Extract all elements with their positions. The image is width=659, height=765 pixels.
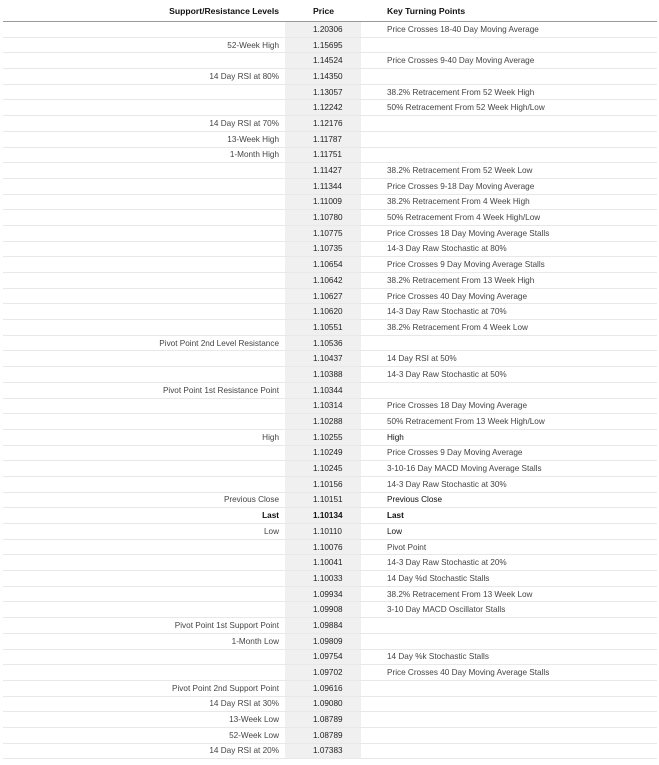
level-cell — [3, 539, 285, 555]
price-cell: 1.10156 — [285, 476, 361, 492]
level-cell — [3, 445, 285, 461]
table-row — [3, 163, 657, 179]
level-cell — [3, 398, 285, 414]
table-row — [3, 382, 657, 398]
level-cell — [3, 304, 285, 320]
turning-point-cell: 3-10 Day MACD Oscillator Stalls — [361, 602, 657, 618]
turning-point-cell: 38.2% Retracement From 4 Week High — [361, 194, 657, 210]
header-levels: Support/Resistance Levels — [3, 0, 285, 22]
level-cell: Pivot Point 2nd Support Point — [3, 680, 285, 696]
level-cell — [3, 22, 285, 38]
table-row — [3, 69, 657, 85]
price-cell: 1.09702 — [285, 665, 361, 681]
level-cell — [3, 288, 285, 304]
price-cell: 1.10536 — [285, 335, 361, 351]
turning-point-cell — [361, 382, 657, 398]
table-row — [3, 524, 657, 540]
price-cell: 1.09616 — [285, 680, 361, 696]
table-row — [3, 288, 657, 304]
table-row — [3, 743, 657, 759]
level-cell — [3, 273, 285, 289]
price-cell: 1.10314 — [285, 398, 361, 414]
level-cell — [3, 571, 285, 587]
price-cell: 1.07383 — [285, 743, 361, 759]
turning-point-cell: Pivot Point — [361, 539, 657, 555]
level-cell — [3, 461, 285, 477]
price-cell: 1.13057 — [285, 84, 361, 100]
level-cell — [3, 476, 285, 492]
turning-point-cell — [361, 633, 657, 649]
price-cell: 1.14524 — [285, 53, 361, 69]
price-cell: 1.11751 — [285, 147, 361, 163]
price-cell: 1.10110 — [285, 524, 361, 540]
turning-point-cell: 3-10-16 Day MACD Moving Average Stalls — [361, 461, 657, 477]
price-cell: 1.10551 — [285, 320, 361, 336]
level-cell — [3, 414, 285, 430]
level-cell: 1-Month Low — [3, 633, 285, 649]
level-cell: 14 Day RSI at 70% — [3, 116, 285, 132]
support-resistance-table — [3, 0, 657, 759]
turning-point-cell — [361, 743, 657, 759]
turning-point-cell: Price Crosses 40 Day Moving Average — [361, 288, 657, 304]
table-row — [3, 508, 657, 524]
table-row — [3, 712, 657, 728]
turning-point-cell — [361, 116, 657, 132]
table-row — [3, 367, 657, 383]
table-row — [3, 37, 657, 53]
turning-point-cell: Price Crosses 9-40 Day Moving Average — [361, 53, 657, 69]
price-cell: 1.10627 — [285, 288, 361, 304]
price-cell: 1.10076 — [285, 539, 361, 555]
turning-point-cell: 14-3 Day Raw Stochastic at 30% — [361, 476, 657, 492]
price-cell: 1.12176 — [285, 116, 361, 132]
level-cell — [3, 241, 285, 257]
level-cell — [3, 586, 285, 602]
level-cell: 1-Month High — [3, 147, 285, 163]
turning-point-cell: Last — [361, 508, 657, 524]
level-cell — [3, 100, 285, 116]
turning-point-cell: 38.2% Retracement From 13 Week Low — [361, 586, 657, 602]
level-cell: 52-Week High — [3, 37, 285, 53]
table-row — [3, 492, 657, 508]
turning-point-cell: Price Crosses 18-40 Day Moving Average — [361, 22, 657, 38]
level-cell: 14 Day RSI at 20% — [3, 743, 285, 759]
price-cell: 1.14350 — [285, 69, 361, 85]
level-cell: Pivot Point 1st Resistance Point — [3, 382, 285, 398]
price-cell: 1.10388 — [285, 367, 361, 383]
turning-point-cell: 38.2% Retracement From 52 Week High — [361, 84, 657, 100]
level-cell — [3, 53, 285, 69]
level-cell: 52-Week Low — [3, 727, 285, 743]
table-row — [3, 147, 657, 163]
price-cell: 1.08789 — [285, 712, 361, 728]
turning-point-cell: Previous Close — [361, 492, 657, 508]
turning-point-cell — [361, 727, 657, 743]
turning-point-cell — [361, 69, 657, 85]
table-row — [3, 649, 657, 665]
turning-point-cell: 14-3 Day Raw Stochastic at 20% — [361, 555, 657, 571]
price-cell: 1.15695 — [285, 37, 361, 53]
price-cell: 1.10151 — [285, 492, 361, 508]
table-row — [3, 665, 657, 681]
level-cell — [3, 163, 285, 179]
table-row — [3, 539, 657, 555]
price-cell: 1.10033 — [285, 571, 361, 587]
price-cell: 1.10041 — [285, 555, 361, 571]
turning-point-cell: Price Crosses 9 Day Moving Average Stalls — [361, 257, 657, 273]
level-cell: Pivot Point 1st Support Point — [3, 618, 285, 634]
table-row — [3, 194, 657, 210]
turning-point-cell: Price Crosses 18 Day Moving Average Stalls — [361, 225, 657, 241]
level-cell: Pivot Point 2nd Level Resistance — [3, 335, 285, 351]
table-row — [3, 304, 657, 320]
table-row — [3, 225, 657, 241]
table-row — [3, 476, 657, 492]
level-cell: 13-Week Low — [3, 712, 285, 728]
turning-point-cell: 14-3 Day Raw Stochastic at 70% — [361, 304, 657, 320]
price-cell: 1.10255 — [285, 429, 361, 445]
header-row — [3, 0, 657, 22]
turning-point-cell — [361, 696, 657, 712]
price-cell: 1.09884 — [285, 618, 361, 634]
table-row — [3, 84, 657, 100]
level-cell: Previous Close — [3, 492, 285, 508]
turning-point-cell: 38.2% Retracement From 13 Week High — [361, 273, 657, 289]
price-cell: 1.10288 — [285, 414, 361, 430]
level-cell — [3, 351, 285, 367]
turning-point-cell: Price Crosses 18 Day Moving Average — [361, 398, 657, 414]
level-cell — [3, 84, 285, 100]
level-cell: 13-Week High — [3, 131, 285, 147]
table-row — [3, 178, 657, 194]
turning-point-cell: High — [361, 429, 657, 445]
turning-point-cell — [361, 131, 657, 147]
price-cell: 1.09080 — [285, 696, 361, 712]
table-row — [3, 618, 657, 634]
table-row — [3, 414, 657, 430]
price-cell: 1.10654 — [285, 257, 361, 273]
turning-point-cell — [361, 712, 657, 728]
table-row — [3, 257, 657, 273]
level-cell — [3, 665, 285, 681]
turning-point-cell: 50% Retracement From 13 Week High/Low — [361, 414, 657, 430]
price-cell: 1.11427 — [285, 163, 361, 179]
turning-point-cell — [361, 147, 657, 163]
turning-point-cell: 14-3 Day Raw Stochastic at 80% — [361, 241, 657, 257]
price-cell: 1.11787 — [285, 131, 361, 147]
level-cell — [3, 210, 285, 226]
table-row — [3, 241, 657, 257]
price-cell: 1.09754 — [285, 649, 361, 665]
table-row — [3, 320, 657, 336]
table-row — [3, 571, 657, 587]
table-row — [3, 116, 657, 132]
price-cell: 1.10735 — [285, 241, 361, 257]
turning-point-cell — [361, 335, 657, 351]
header-price: Price — [285, 0, 361, 22]
level-cell: Last — [3, 508, 285, 524]
price-cell: 1.08789 — [285, 727, 361, 743]
price-cell: 1.10344 — [285, 382, 361, 398]
level-cell: 14 Day RSI at 80% — [3, 69, 285, 85]
table-row — [3, 273, 657, 289]
table-row — [3, 131, 657, 147]
level-cell: 14 Day RSI at 30% — [3, 696, 285, 712]
table-row — [3, 100, 657, 116]
level-cell: Low — [3, 524, 285, 540]
price-cell: 1.11009 — [285, 194, 361, 210]
table-row — [3, 602, 657, 618]
table-row — [3, 555, 657, 571]
turning-point-cell — [361, 618, 657, 634]
turning-point-cell: 14-3 Day Raw Stochastic at 50% — [361, 367, 657, 383]
table-row — [3, 633, 657, 649]
turning-point-cell: Low — [361, 524, 657, 540]
level-cell — [3, 555, 285, 571]
turning-point-cell: 14 Day %d Stochastic Stalls — [361, 571, 657, 587]
price-cell: 1.09934 — [285, 586, 361, 602]
price-cell: 1.09908 — [285, 602, 361, 618]
table-row — [3, 398, 657, 414]
table-row — [3, 335, 657, 351]
level-cell — [3, 225, 285, 241]
level-cell — [3, 602, 285, 618]
turning-point-cell: Price Crosses 9 Day Moving Average — [361, 445, 657, 461]
header-points: Key Turning Points — [361, 0, 657, 22]
price-cell: 1.20306 — [285, 22, 361, 38]
turning-point-cell: 38.2% Retracement From 52 Week Low — [361, 163, 657, 179]
table-row — [3, 696, 657, 712]
turning-point-cell — [361, 37, 657, 53]
price-cell: 1.10775 — [285, 225, 361, 241]
level-cell: High — [3, 429, 285, 445]
price-cell: 1.10245 — [285, 461, 361, 477]
turning-point-cell: 14 Day %k Stochastic Stalls — [361, 649, 657, 665]
price-cell: 1.10642 — [285, 273, 361, 289]
level-cell — [3, 194, 285, 210]
price-cell: 1.10134 — [285, 508, 361, 524]
price-cell: 1.10249 — [285, 445, 361, 461]
price-cell: 1.10780 — [285, 210, 361, 226]
price-cell: 1.09809 — [285, 633, 361, 649]
price-cell: 1.12242 — [285, 100, 361, 116]
price-cell: 1.10620 — [285, 304, 361, 320]
table-row — [3, 429, 657, 445]
level-cell — [3, 320, 285, 336]
table-row — [3, 445, 657, 461]
level-cell — [3, 257, 285, 273]
table-row — [3, 727, 657, 743]
turning-point-cell: Price Crosses 40 Day Moving Average Stalls — [361, 665, 657, 681]
turning-point-cell: 50% Retracement From 52 Week High/Low — [361, 100, 657, 116]
table-row — [3, 210, 657, 226]
turning-point-cell: Price Crosses 9-18 Day Moving Average — [361, 178, 657, 194]
price-cell: 1.10437 — [285, 351, 361, 367]
level-cell — [3, 649, 285, 665]
turning-point-cell: 14 Day RSI at 50% — [361, 351, 657, 367]
price-cell: 1.11344 — [285, 178, 361, 194]
table-row — [3, 351, 657, 367]
table-row — [3, 680, 657, 696]
table-row — [3, 22, 657, 38]
table-row — [3, 53, 657, 69]
turning-point-cell — [361, 680, 657, 696]
table-row — [3, 586, 657, 602]
level-cell — [3, 367, 285, 383]
turning-point-cell: 50% Retracement From 4 Week High/Low — [361, 210, 657, 226]
table-row — [3, 461, 657, 477]
level-cell — [3, 178, 285, 194]
turning-point-cell: 38.2% Retracement From 4 Week Low — [361, 320, 657, 336]
